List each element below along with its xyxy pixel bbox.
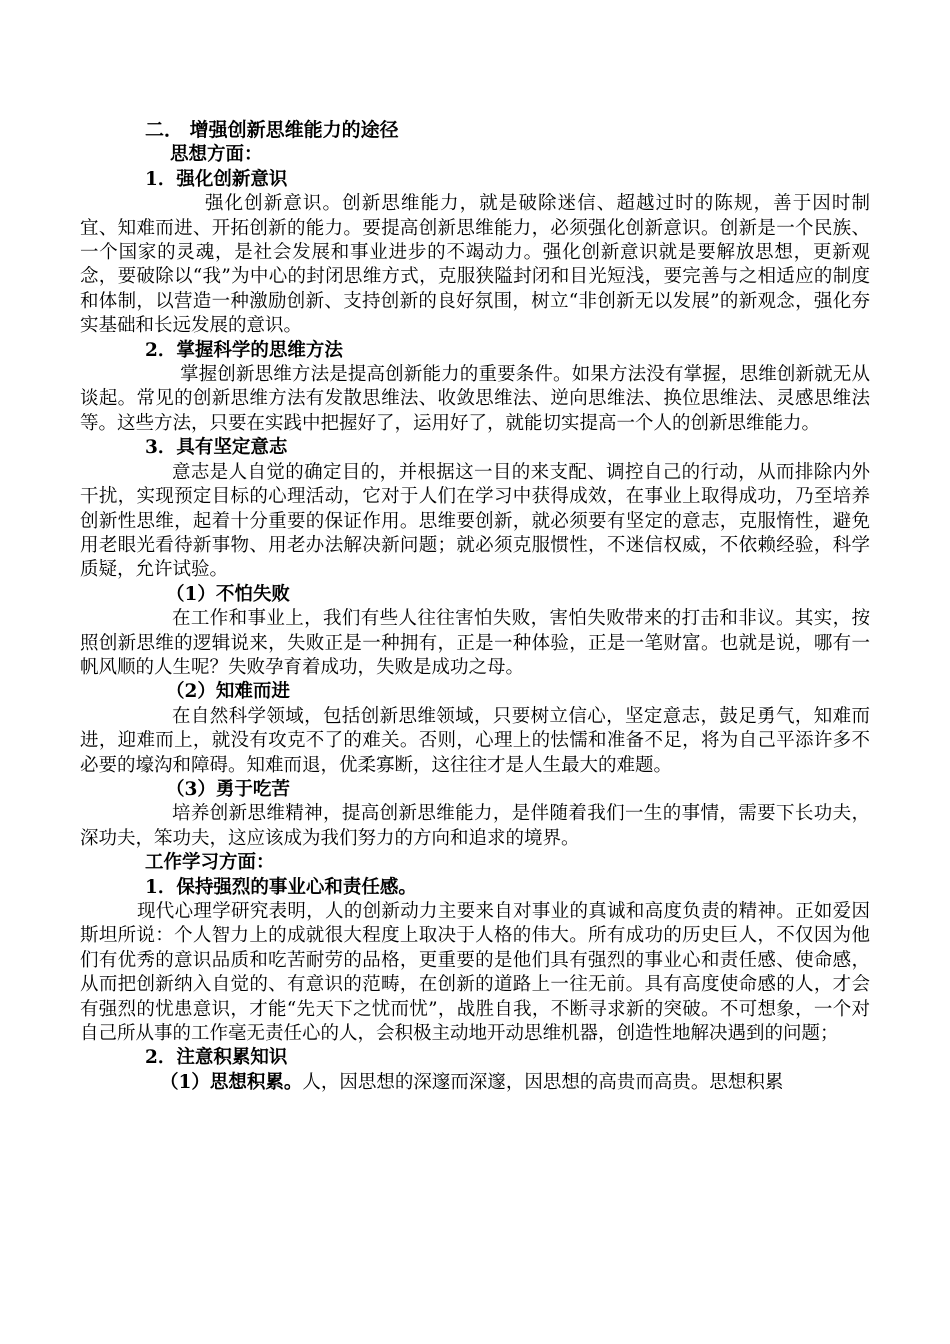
w1-heading: 1．保持强烈的事业心和责任感。 [145, 876, 417, 898]
w2a-paragraph [80, 1071, 870, 1095]
section-title: 二． 增强创新思维能力的途径 [145, 119, 399, 141]
thinking-heading: 思想方面： [170, 144, 263, 166]
w1-paragraph: 现代心理学研究表明，人的创新动力主要来自对事业的真诚和高度负责的精神。正如爱因斯坦所说：个人智力上的成就很大程度上取决于人格的伟大。所有成功的历史巨人，不仅因为他们有优秀的意识品质和吃苦耐劳的品格，更重要的是他们具有强烈的事业心和责任感、使命感，从而把创新纳入自觉的、有意识的范畴，在创新的道路上一往无前。具有高度使命感的人，才会有强烈的忧患意识，才能“先天下之忧而忧”，战胜自我，不断寻求新的突破。不可想象，一个对自己所从事的工作毫无责任心的人，会积极主动地开动思维机器，创造性地解决遇到的问题； [80, 901, 870, 1045]
s3c-paragraph: 培养创新思维精神，提高创新思维能力，是伴随着我们一生的事情，需要下长功夫，深功夫，笨功夫，这应该成为我们努力的方向和追求的境界。 [80, 803, 870, 849]
s3b-heading: （2）知难而进 [166, 681, 290, 703]
s3c-heading: （3）勇于吃苦 [166, 778, 290, 800]
work-heading: 工作学习方面： [145, 852, 275, 874]
s2-heading: 2．掌握科学的思维方法 [145, 339, 343, 361]
w2a-lead: （1）思想积累。 [160, 1071, 303, 1093]
w2-heading: 2．注意积累知识 [145, 1047, 288, 1069]
s1-heading: 1．强化创新意识 [145, 168, 288, 190]
s3-heading: 3．具有坚定意志 [145, 437, 288, 459]
document-page [80, 118, 870, 1095]
s3a-paragraph: 在工作和事业上，我们有些人往往害怕失败，害怕失败带来的打击和非议。其实，按照创新思维的逻辑说来，失败正是一种拥有，正是一种体验，正是一笔财富。也就是说，哪有一帆风顺的人生呢？失败孕育着成功，失败是成功之母。 [80, 608, 870, 678]
s3a-heading: （1）不怕失败 [166, 583, 290, 605]
s3b-paragraph: 在自然科学领域，包括创新思维领域，只要树立信心，坚定意志，鼓足勇气，知难而进，迎难而上，就没有攻克不了的难关。否则，心理上的怯懦和准备不足，将为自己平添许多不必要的壕沟和障碍。知难而退，优柔寡断，这往往才是人生最大的难题。 [80, 705, 870, 776]
s2-paragraph: 掌握创新思维方法是提高创新能力的重要条件。如果方法没有掌握，思维创新就无从谈起。常见的创新思维方法有发散思维法、收敛思维法、逆向思维法、换位思维法、灵感思维法等。这些方法，只要在实践中把握好了，运用好了，就能切实提高一个人的创新思维能力。 [80, 364, 870, 434]
s1-paragraph: 强化创新意识。创新思维能力，就是破除迷信、超越过时的陈规，善于因时制宜、知难而进、开拓创新的能力。要提高创新思维能力，必须强化创新意识。创新是一个民族、一个国家的灵魂，是社会发展和事业进步的不竭动力。强化创新意识就是要解放思想，更新观念，要破除以“我”为中心的封闭思维方式，克服狭隘封闭和目光短浅，要完善与之相适应的制度和体制，以营造一种激励创新、支持创新的良好氛围，树立“非创新无以发展”的新观念，强化夯实基础和长远发展的意识。 [80, 193, 870, 337]
w2a-text: 人，因思想的深邃而深邃，因思想的高贵而高贵。思想积累 [302, 1071, 784, 1093]
s3-paragraph: 意志是人自觉的确定目的，并根据这一目的来支配、调控自己的行动，从而排除内外干扰，实现预定目标的心理活动，它对于人们在学习中获得成效，在事业上取得成功，乃至培养创新性思维，起着十分重要的保证作用。思维要创新，就必须要有坚定的意志，克服惰性，避免用老眼光看待新事物、用老办法解决新问题；就必须克服惯性，不迷信权威，不依赖经验，科学质疑，允许试验。 [80, 461, 870, 581]
